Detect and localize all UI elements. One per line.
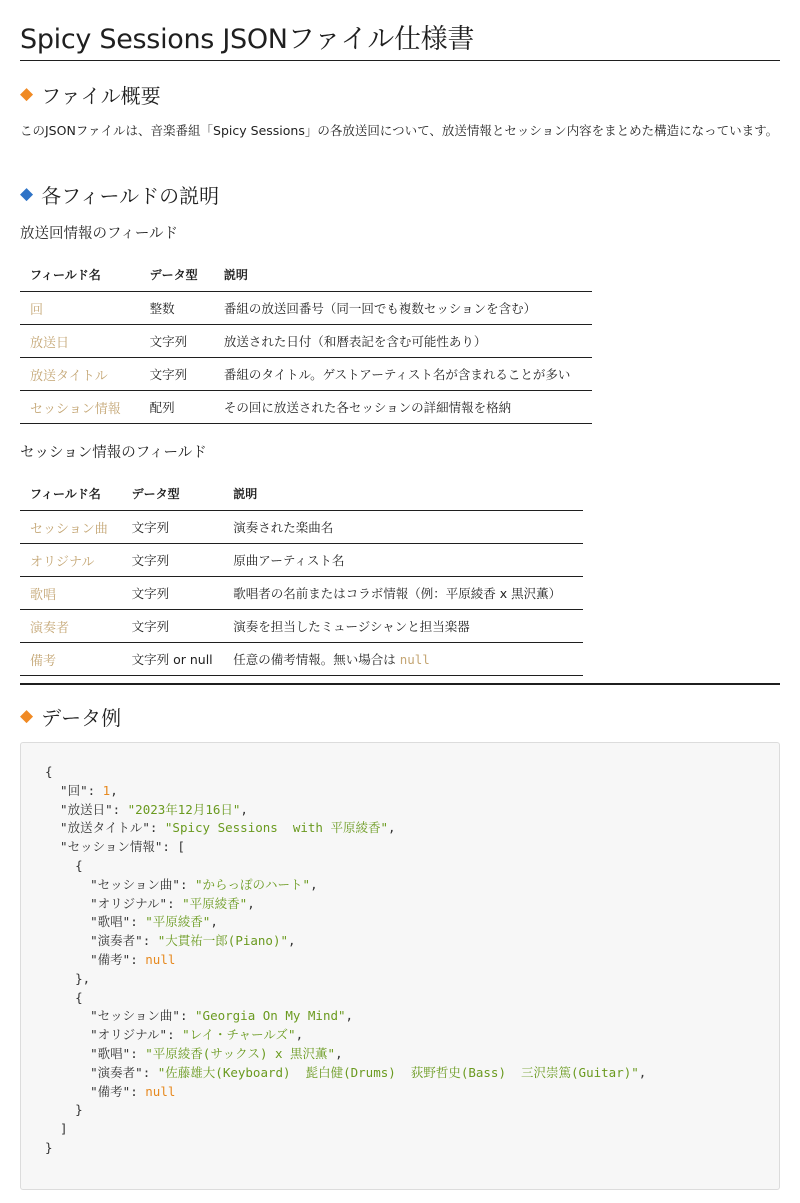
- fields-heading-text: 各フィールドの説明: [41, 184, 220, 208]
- session-fields-subheading: セッション情報のフィールド: [20, 445, 207, 461]
- code-token: "備考":: [45, 951, 146, 967]
- table-row: [20, 544, 583, 577]
- code-token: ,: [638, 1064, 647, 1080]
- table-row: [20, 643, 583, 676]
- description-cell: 任意の備考情報。無い場合は null: [223, 643, 583, 676]
- table-header-row: [20, 258, 592, 292]
- code-string: "2023年12月16日": [127, 801, 241, 817]
- overview-heading: [20, 80, 161, 109]
- table-row: [20, 391, 592, 424]
- code-token: ]: [45, 1121, 68, 1137]
- code-string: "Spicy Sessions with 平原綾香": [164, 820, 388, 836]
- data-type-cell: 文字列: [122, 610, 224, 643]
- code-token: {: [45, 989, 83, 1005]
- code-literal: null: [145, 951, 176, 967]
- fields-heading: [20, 180, 219, 209]
- code-token: "回":: [45, 782, 103, 798]
- data-type-cell: 整数: [140, 292, 214, 325]
- code-token: ,: [110, 782, 118, 798]
- code-token: }: [45, 1139, 53, 1155]
- code-token: ,: [295, 1027, 304, 1043]
- orange-diamond-icon: ◆: [20, 84, 34, 104]
- code-token: "オリジナル":: [45, 1027, 183, 1043]
- code-token: "演奏者":: [45, 1064, 158, 1080]
- field-name-cell: 備考: [20, 643, 122, 676]
- code-token: ,: [247, 895, 255, 911]
- column-header: フィールド名: [20, 477, 122, 511]
- code-token: "放送日":: [45, 801, 128, 817]
- description-cell: 番組の放送回番号（同一回でも複数セッションを含む）: [214, 292, 592, 325]
- column-header: データ型: [122, 477, 224, 511]
- code-string: "からっぽのハート": [195, 876, 311, 892]
- table-row: [20, 610, 583, 643]
- description-cell: その回に放送された各セッションの詳細情報を格納: [214, 391, 592, 424]
- data-type-cell: 文字列: [140, 358, 214, 391]
- overview-paragraph: このJSONファイルは、音楽番組「Spicy Sessions」の各放送回について、放送情報とセッション内容をまとめた構造になっています。: [20, 123, 779, 138]
- episode-fields-table: [20, 258, 592, 424]
- code-token: "演奏者":: [45, 933, 158, 949]
- field-name-cell: 演奏者: [20, 610, 122, 643]
- description-cell: 番組のタイトル。ゲストアーティスト名が含まれることが多い: [214, 358, 592, 391]
- section-divider: [20, 683, 780, 685]
- overview-heading-text: ファイル概要: [41, 84, 161, 108]
- code-string: "レイ・チャールズ": [182, 1027, 296, 1043]
- field-name-cell: 放送日: [20, 325, 140, 358]
- code-token: "セッション曲":: [45, 876, 196, 892]
- example-heading: [20, 702, 121, 731]
- data-type-cell: 文字列 or null: [122, 643, 224, 676]
- table-row: [20, 577, 583, 610]
- table-row: [20, 292, 592, 325]
- session-fields-table: [20, 477, 583, 676]
- table-row: [20, 511, 583, 544]
- blue-diamond-icon: ◆: [20, 184, 34, 204]
- table-row: [20, 358, 592, 391]
- column-header: 説明: [223, 477, 583, 511]
- description-cell: 原曲アーティスト名: [223, 544, 583, 577]
- code-token: "放送タイトル":: [45, 820, 165, 836]
- data-type-cell: 文字列: [122, 577, 224, 610]
- code-block: [20, 742, 780, 1190]
- code-token: "備考":: [45, 1083, 146, 1099]
- table-row: [20, 325, 592, 358]
- field-name-cell: 放送タイトル: [20, 358, 140, 391]
- code-token: ,: [310, 876, 318, 892]
- table-header-row: [20, 477, 583, 511]
- field-name-cell: 歌唱: [20, 577, 122, 610]
- null-inline-code: null: [399, 652, 430, 667]
- code-token: {: [45, 764, 53, 779]
- field-name-cell: オリジナル: [20, 544, 122, 577]
- code-literal: null: [145, 1083, 176, 1099]
- description-cell: 演奏された楽曲名: [223, 511, 583, 544]
- code-token: ,: [210, 914, 218, 930]
- code-string: "Georgia On My Mind": [195, 1008, 346, 1024]
- orange-diamond-icon: ◆: [20, 706, 34, 726]
- code-token: ,: [345, 1008, 354, 1024]
- description-cell: 演奏を担当したミュージシャンと担当楽器: [223, 610, 583, 643]
- code-token: "セッション曲":: [45, 1008, 196, 1024]
- code-string: "佐藤雄大(Keyboard) 髭白健(Drums) 荻野哲史(Bass) 三沢崇篤(Guitar)": [157, 1064, 639, 1080]
- code-token: }: [45, 1102, 83, 1118]
- code-string: "平原綾香": [145, 914, 211, 930]
- data-type-cell: 文字列: [122, 511, 224, 544]
- code-literal: 1: [102, 782, 111, 798]
- page-title: Spicy Sessions JSONファイル仕様書: [20, 24, 475, 55]
- code-token: ,: [240, 801, 248, 817]
- column-header: フィールド名: [20, 258, 140, 292]
- code-token: ,: [388, 820, 396, 836]
- code-token: "歌唱":: [45, 914, 146, 930]
- code-token: "セッション情報": [: [45, 839, 185, 855]
- json-example-code: [45, 763, 646, 1158]
- code-string: "大貫祐一郎(Piano)": [157, 933, 288, 949]
- code-token: },: [45, 970, 91, 986]
- code-token: "歌唱":: [45, 1045, 146, 1061]
- code-token: "オリジナル":: [45, 895, 183, 911]
- title-divider: [20, 60, 780, 61]
- field-name-cell: セッション曲: [20, 511, 122, 544]
- code-token: {: [45, 857, 83, 873]
- column-header: データ型: [140, 258, 214, 292]
- column-header: 説明: [214, 258, 592, 292]
- code-string: "平原綾香": [182, 895, 248, 911]
- code-token: ,: [288, 933, 296, 949]
- data-type-cell: 文字列: [122, 544, 224, 577]
- field-name-cell: セッション情報: [20, 391, 140, 424]
- description-cell: 歌唱者の名前またはコラボ情報（例：平原綾香 x 黒沢薫）: [223, 577, 583, 610]
- description-cell: 放送された日付（和暦表記を含む可能性あり）: [214, 325, 592, 358]
- data-type-cell: 配列: [140, 391, 214, 424]
- field-name-cell: 回: [20, 292, 140, 325]
- data-type-cell: 文字列: [140, 325, 214, 358]
- code-string: "平原綾香(サックス) x 黒沢薫": [145, 1045, 336, 1061]
- code-token: ,: [335, 1045, 343, 1061]
- episode-fields-subheading: 放送回情報のフィールド: [20, 226, 179, 242]
- example-heading-text: データ例: [41, 706, 122, 730]
